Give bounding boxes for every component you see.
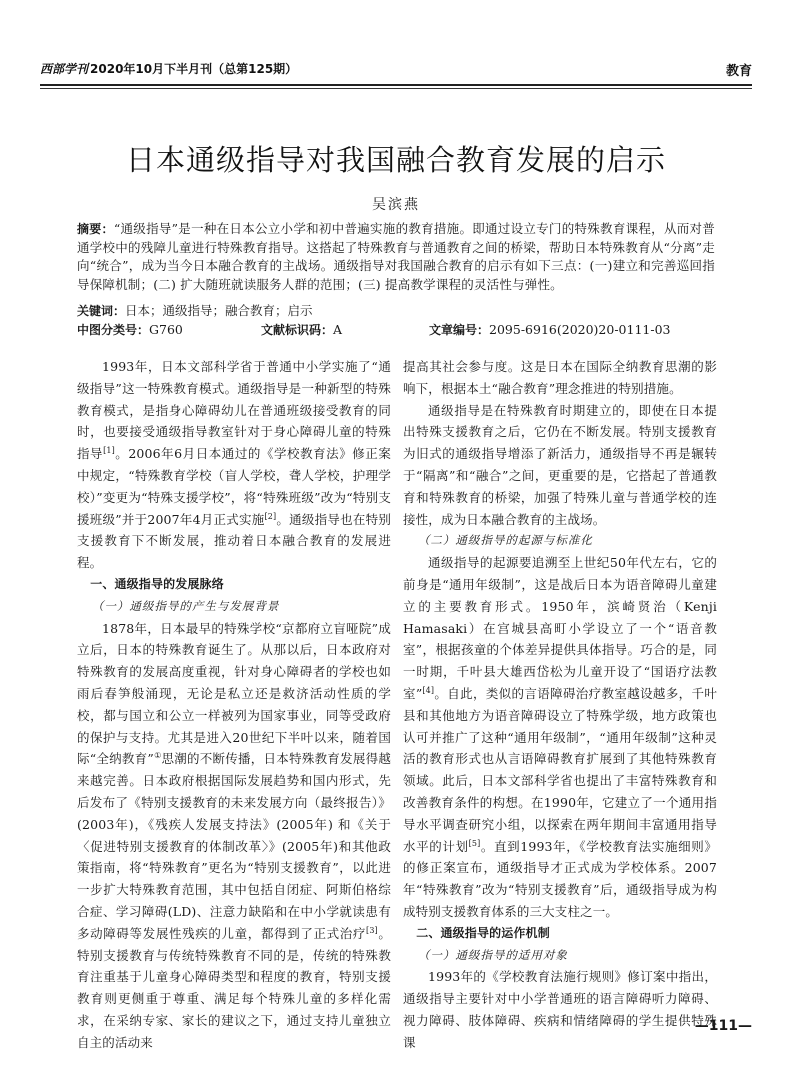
issue-info: 2020年10月下半月刊（总第125期）	[90, 62, 298, 76]
footnote-marker: ①	[153, 751, 162, 761]
section-heading: 一、通级指导的发展脉络	[90, 576, 224, 591]
subsection-heading: （一）通级指导的产生与发展背景	[91, 598, 280, 613]
citation: [4]	[422, 685, 435, 695]
keywords-text: 日本；通级指导；融合教育；启示	[125, 303, 313, 318]
classification-row	[77, 321, 715, 339]
abstract	[77, 220, 715, 294]
journal-issue	[40, 60, 297, 77]
citation: [2]	[264, 511, 277, 521]
keywords-label: 关键词：	[77, 304, 126, 318]
section-heading: 二、通级指导的运作机制	[416, 925, 550, 940]
body-column-right	[403, 356, 717, 1054]
citation: [1]	[103, 446, 115, 456]
paragraph: 1993年的《学校教育法施行规则》修订案中指出，通级指导主要针对中小学普通班的语言障碍听力障碍、视力障碍、肢体障碍、疾病和情绪障碍的学生提供特殊课	[403, 969, 717, 1050]
clc-code	[77, 321, 183, 340]
paragraph: 1993年，日本文部科学省于普通中小学实施了“通级指导”这一特殊教育模式。通级指导是一种新型的特殊教育模式，是指身心障碍幼儿在普通班级接受教育的同时，也要接受通级指导教室针对于身心障碍儿童的特殊指导[1]。2006年6月日本通过的《学校教育法》修正案中规定，“特殊教育学校（盲人学校，聋人学校，护理学校）”变更为“特殊支援学校”，将“特殊班级”改为“特别支援班级”并于2007年4月正式实施[2]。通级指导也在特别支援教育下不断发展，推动着日本融合教育的发展进程。	[77, 359, 391, 571]
doc-code-label: 文献标识码：	[261, 322, 334, 337]
header-rule	[40, 84, 752, 86]
paragraph: 提高其社会参与度。这是日本在国际全纳教育思潮的影响下，根据本土“融合教育”理念推进的特别措施。	[403, 359, 717, 396]
page-number: —111—	[694, 1018, 752, 1034]
header-rule-thin	[40, 88, 752, 89]
subsection-heading: （二）通级指导的起源与标准化	[417, 533, 593, 548]
article-number-value: 2095-6916(2020)20-0111-03	[489, 321, 671, 337]
section-label: 教育	[725, 64, 752, 79]
doc-code-value: A	[333, 321, 343, 337]
doc-code	[261, 321, 342, 340]
clc-value: G760	[149, 321, 183, 337]
clc-label: 中图分类号：	[77, 322, 150, 337]
paragraph: 1878年，日本最早的特殊学校“京都府立盲哑院”成立后，日本的特殊教育诞生了。从那以后，日本政府对特殊教育的发展高度重视，针对身心障碍者的学校也如雨后春笋般涌现，无论是私立还是救济活动性质的学校，都与国立和公立一样被列为国家事业，同等受政府的保护与支持。尤其是进入20世纪下半叶以来，随着国际“全纳教育”①思潮的不断传播，日本特殊教育发展得越来越完善。日本政府根据国际发展趋势和国内形式，先后发布了《特别支援教育的未来发展方向（最终报告）》(2003年)，《残疾人发展支持法》(2005年) 和《关于〈促进特别支援教育的体制改革〉》(2005年)和其他政策指南，将“特殊教育”更名为“特别支援教育”，以此进一步扩大特殊教育范围，其中包括自闭症、阿斯伯格综合症、学习障碍(LD)、注意力缺陷和在中小学就读患有多动障碍等发展性残疾的儿童，都得到了正式治疗[3]。特别支援教育与传统特殊教育不同的是，传统的特殊教育注重基于儿童身心障碍类型和程度的教育，特别支援教育则更侧重于尊重、满足每个特殊儿童的多样化需求，在采纳专家、家长的建议之下，通过支持儿童独立自主的活动来	[77, 620, 392, 1050]
abstract-label: 摘要：	[77, 222, 114, 236]
author-name: 吴滨燕	[372, 197, 420, 213]
citation: [3]	[366, 925, 378, 935]
article-number	[429, 321, 671, 340]
running-header	[40, 60, 752, 82]
article-title: 日本通级指导对我国融合教育发展的启示	[125, 143, 666, 177]
journal-name: 西部学刊	[40, 62, 89, 76]
keywords	[77, 302, 715, 321]
article-meta	[77, 302, 715, 339]
paragraph: 通级指导是在特殊教育时期建立的，即使在日本提出特殊支援教育之后，它仍在不断发展。特别支援教育为旧式的通级指导增添了新活力，通级指导不再是辗转于“隔离”和“融合”之间，更重要的是，它搭起了普通教育和特殊教育的桥梁，加强了特殊儿童与普通学校的连接性，成为日本融合教育的主战场。	[403, 402, 717, 527]
body-column-left	[77, 356, 391, 1054]
article-number-label: 文章编号：	[429, 322, 490, 337]
paragraph: 通级指导的起源要追溯至上世纪50年代左右，它的前身是“通用年级制”，这是战后日本为语音障碍儿童建立的主要教育形式。1950年，滨崎贤治（Kenji Hamasaki）在宫城县高町小学设立了一个“语音教室”，根据孩童的个体差异提供具体指导。巧合的是，同一时期，千叶县大雄西岱松为儿童开设了“国语疗法教室”[4]。自此，类似的言语障碍治疗教室越设越多，千叶县和其他地方为语音障碍设立了特殊学级，地方政策也认可并推广了这种“通用年级制”，“通用年级制”这种灵活的教育形式也从言语障碍教育扩展到了其他特殊教育领域。此后，日本文部科学省也提出了丰富特殊教育和改善教育条件的构想。在1990年，它建立了一个通用指导水平调查研究小组，以探索在两年期间丰富通用指导水平的计划[5]。直到1993年，《学校教育法实施细则》的修正案宣布，通级指导才正式成为学校体系。2007年“特殊教育”改为“特别支援教育”后，通级指导成为构成特别支援教育体系的三大支柱之一。	[403, 555, 717, 919]
citation: [5]	[468, 838, 481, 848]
abstract-text: “通级指导”是一种在日本公立小学和初中普遍实施的教育措施。即通过设立专门的特殊教育课程，从而对普通学校中的残障儿童进行特殊教育指导。这搭起了特殊教育与普通教育之间的桥梁，帮助日本特殊教育从“分离”走向“统合”，成为当今日本融合教育的主战场。通级指导对我国融合教育的启示有如下三点：(一)建立和完善巡回指导保障机制；(二) 扩大随班就读服务人群的范围；(三) 提高教学课程的灵活性与弹性。	[77, 221, 715, 292]
subsection-heading: （一）通级指导的适用对象	[417, 947, 568, 962]
